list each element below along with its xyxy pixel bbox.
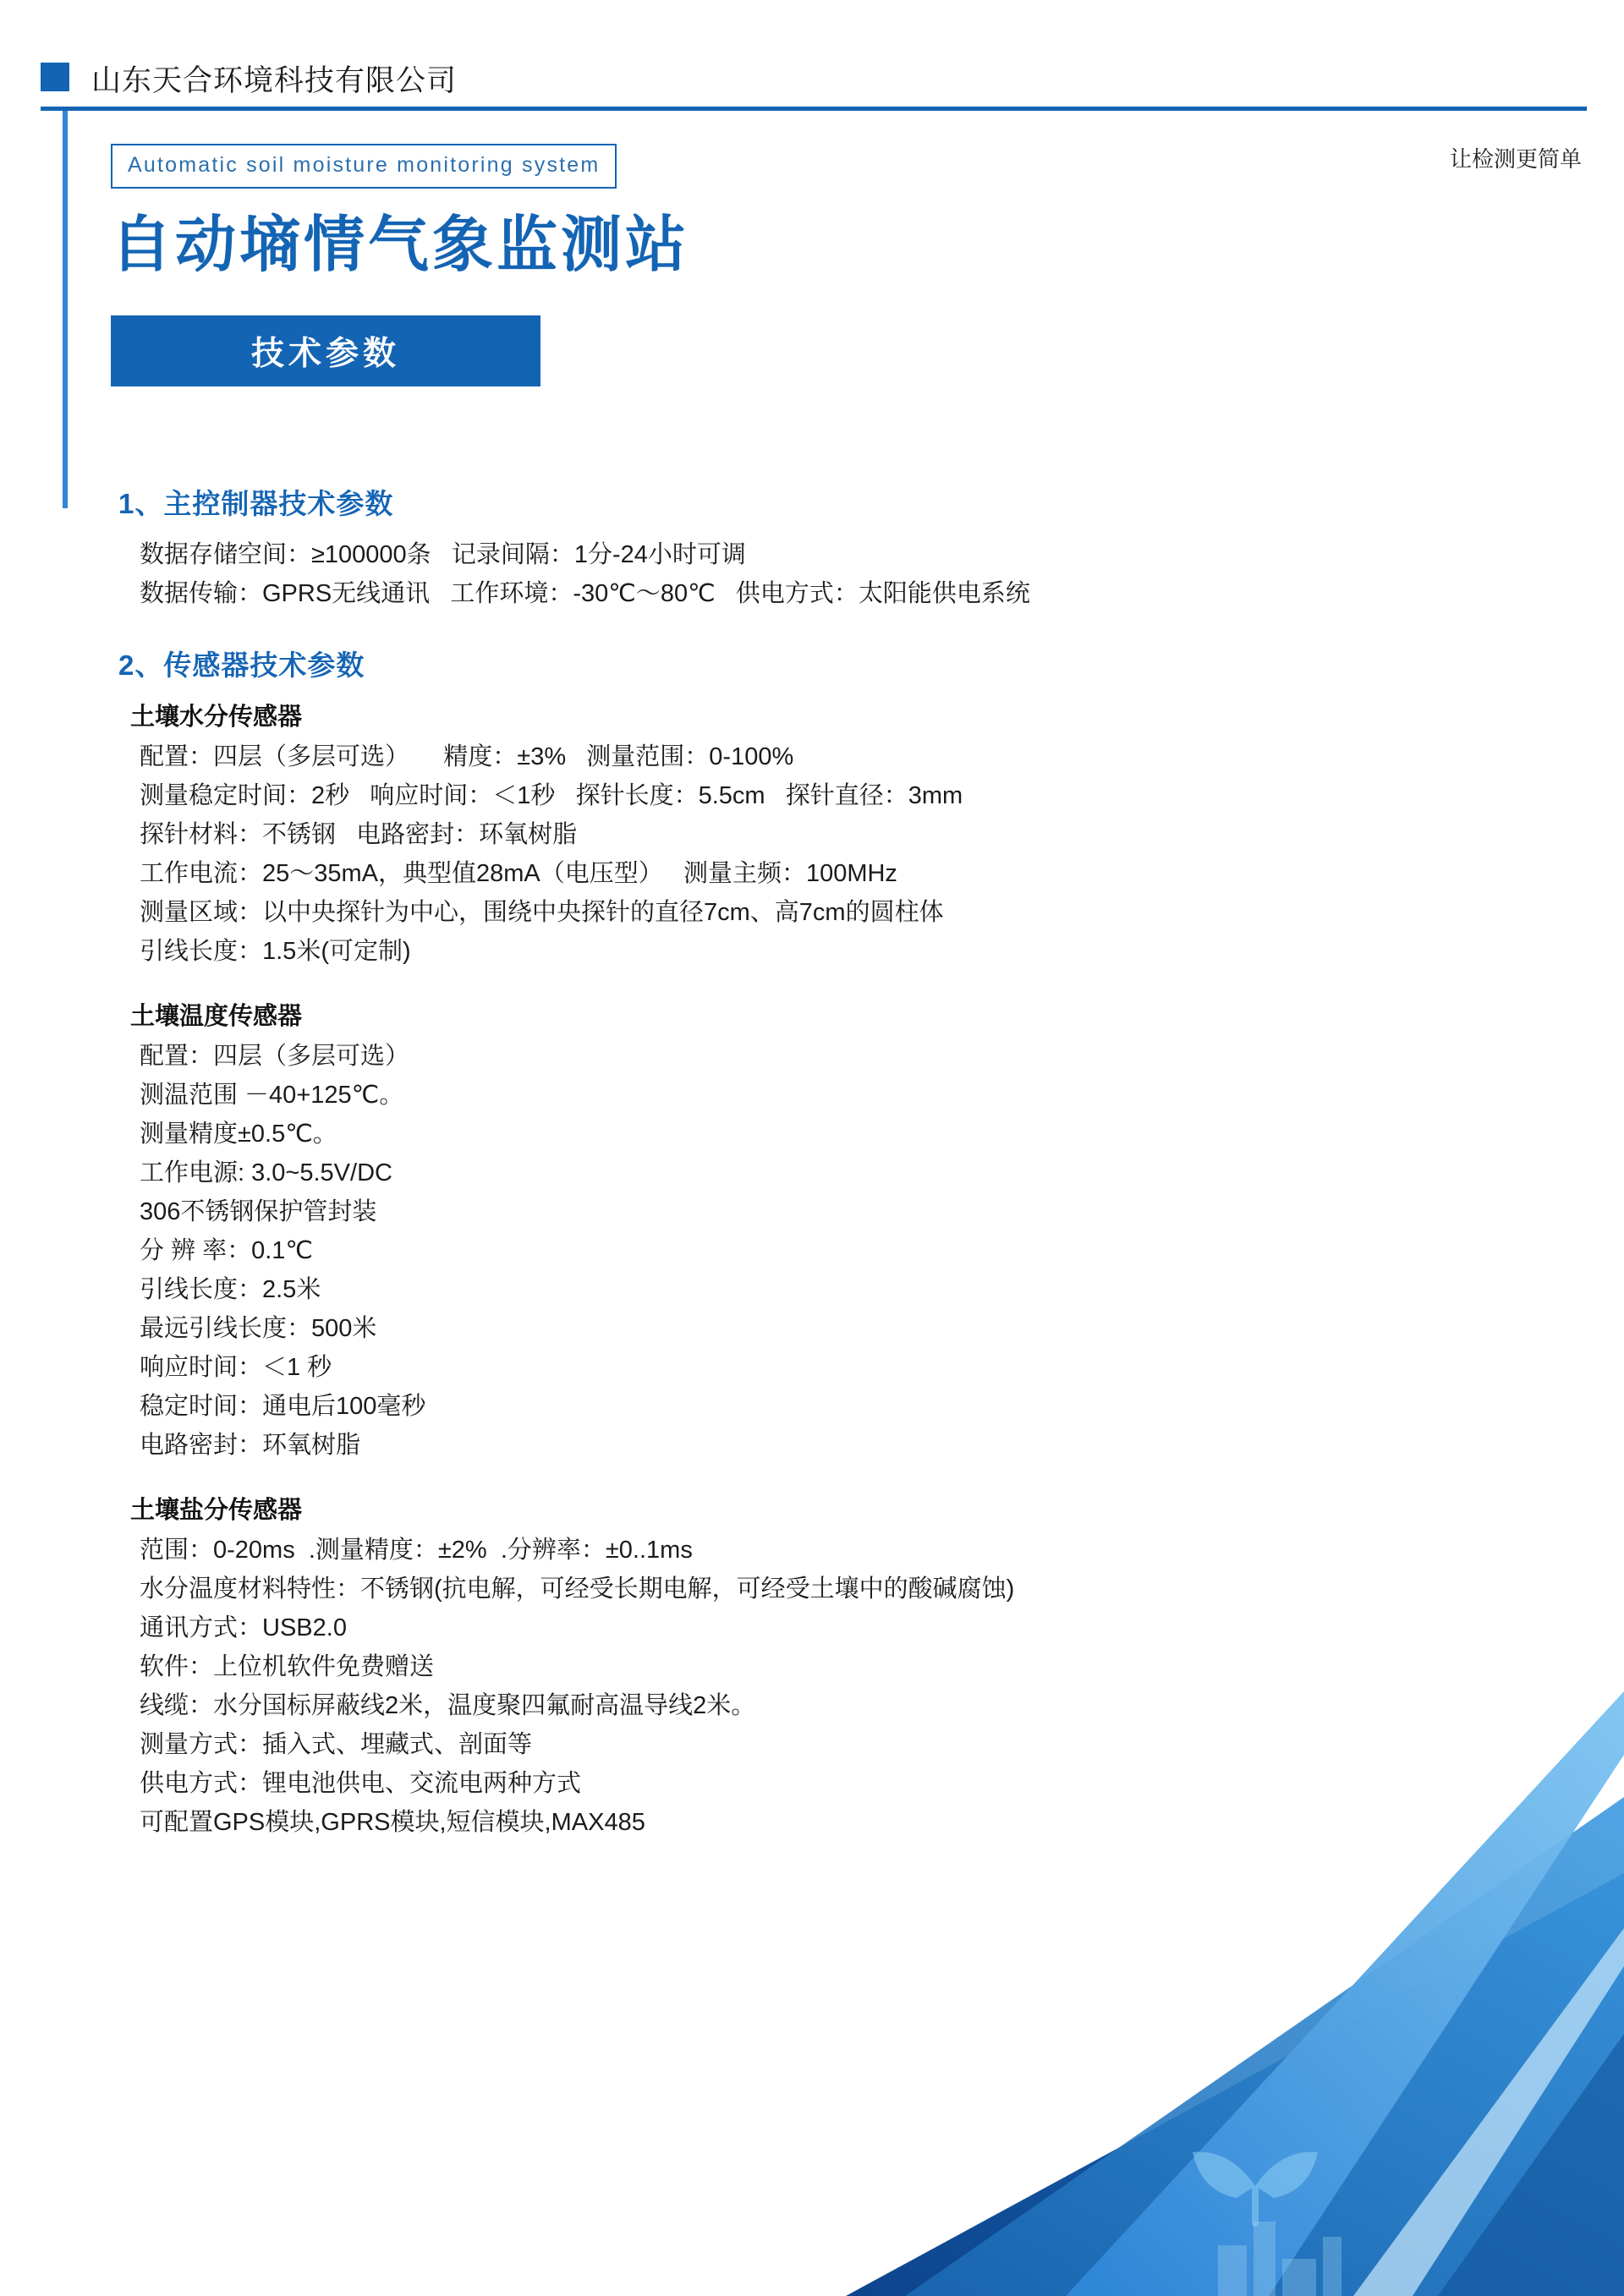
spec-line: 通讯方式：USB2.0 xyxy=(140,1614,347,1641)
company-name: 山东天合环境科技有限公司 xyxy=(91,64,458,97)
header-divider xyxy=(41,107,1587,111)
salinity-spec-list xyxy=(118,1531,1556,1842)
section-heading-sensors: 2、传感器技术参数 xyxy=(118,649,365,681)
spec-line: 配置：四层（多层可选） xyxy=(140,1043,410,1070)
controller-spec-list xyxy=(118,535,1556,613)
spec-line: 电路密封：环氧树脂 xyxy=(140,1432,361,1459)
sensor-group-title-salinity: 土壤盐分传感器 xyxy=(130,1497,303,1524)
spec-line: 供电方式：锂电池供电、交流电两种方式 xyxy=(140,1770,582,1797)
logo-square-icon xyxy=(41,63,69,91)
spec-line: 工作电流：25～35mA，典型值28mA（电压型） 测量主频：100MHz xyxy=(140,860,897,887)
page-header xyxy=(0,0,1624,118)
spacer xyxy=(118,1465,1556,1490)
spec-line: 测量区域：以中央探针为中心，围绕中央探针的直径7cm、高7cm的圆柱体 xyxy=(140,899,944,926)
section-heading-controller: 1、主控制器技术参数 xyxy=(118,488,394,519)
spec-line: 测温范围 －40+125℃。 xyxy=(140,1082,404,1109)
left-accent-bar xyxy=(63,111,68,508)
spec-line: 工作电源: 3.0~5.5V/DC xyxy=(140,1159,392,1186)
spec-line: 数据存储空间：≥100000条 记录间隔：1分-24小时可调 xyxy=(140,541,746,568)
sensor-group-title-moisture: 土壤水分传感器 xyxy=(130,704,303,731)
section-banner xyxy=(111,315,540,386)
sensor-group-title-temperature: 土壤温度传感器 xyxy=(130,1003,303,1030)
temperature-spec-list xyxy=(118,1037,1556,1465)
spec-line: 306不锈钢保护管封装 xyxy=(140,1198,377,1225)
spec-line: 线缆：水分国标屏蔽线2米，温度聚四氟耐高温导线2米。 xyxy=(140,1692,756,1719)
english-subtitle-box xyxy=(111,144,617,189)
spec-line: 测量稳定时间：2秒 响应时间：＜1秒 探针长度：5.5cm 探针直径：3mm xyxy=(140,782,963,809)
section-banner-label: 技术参数 xyxy=(250,336,400,372)
spec-line: 数据传输：GPRS无线通讯 工作环境：-30℃～80℃ 供电方式：太阳能供电系统 xyxy=(140,580,1030,607)
spec-line: 最远引线长度：500米 xyxy=(140,1315,377,1342)
spec-line: 水分温度材料特性：不锈钢(抗电解，可经受长期电解，可经受土壤中的酸碱腐蚀) xyxy=(140,1575,1015,1603)
spec-line: 稳定时间：通电后100毫秒 xyxy=(140,1393,426,1420)
spec-line: 配置：四层（多层可选） 精度：±3% 测量范围：0-100% xyxy=(140,743,794,770)
page-title: 自动墒情气象监测站 xyxy=(111,209,690,280)
moisture-spec-list xyxy=(118,737,1556,971)
spacer xyxy=(118,971,1556,996)
spec-content xyxy=(118,482,1556,1842)
spec-line: 软件：上位机软件免费赠送 xyxy=(140,1653,435,1680)
english-subtitle: Automatic soil moisture monitoring system xyxy=(128,153,601,177)
spec-line: 引线长度：2.5米 xyxy=(140,1276,321,1303)
spec-line: 引线长度：1.5米(可定制) xyxy=(140,938,411,965)
company-slogan: 让检测更简单 xyxy=(1449,146,1582,172)
spec-line: 探针材料：不锈钢 电路密封：环氧树脂 xyxy=(140,821,578,848)
spec-line: 测量精度±0.5℃。 xyxy=(140,1121,337,1148)
spec-line: 分 辨 率：0.1℃ xyxy=(140,1237,313,1264)
spec-line: 可配置GPS模块,GPRS模块,短信模块,MAX485 xyxy=(140,1809,645,1836)
spec-line: 范围：0-20ms .测量精度：±2% .分辨率：±0..1ms xyxy=(140,1537,693,1564)
spec-line: 响应时间：＜1 秒 xyxy=(140,1354,332,1381)
spec-line: 测量方式：插入式、埋藏式、剖面等 xyxy=(140,1731,533,1758)
